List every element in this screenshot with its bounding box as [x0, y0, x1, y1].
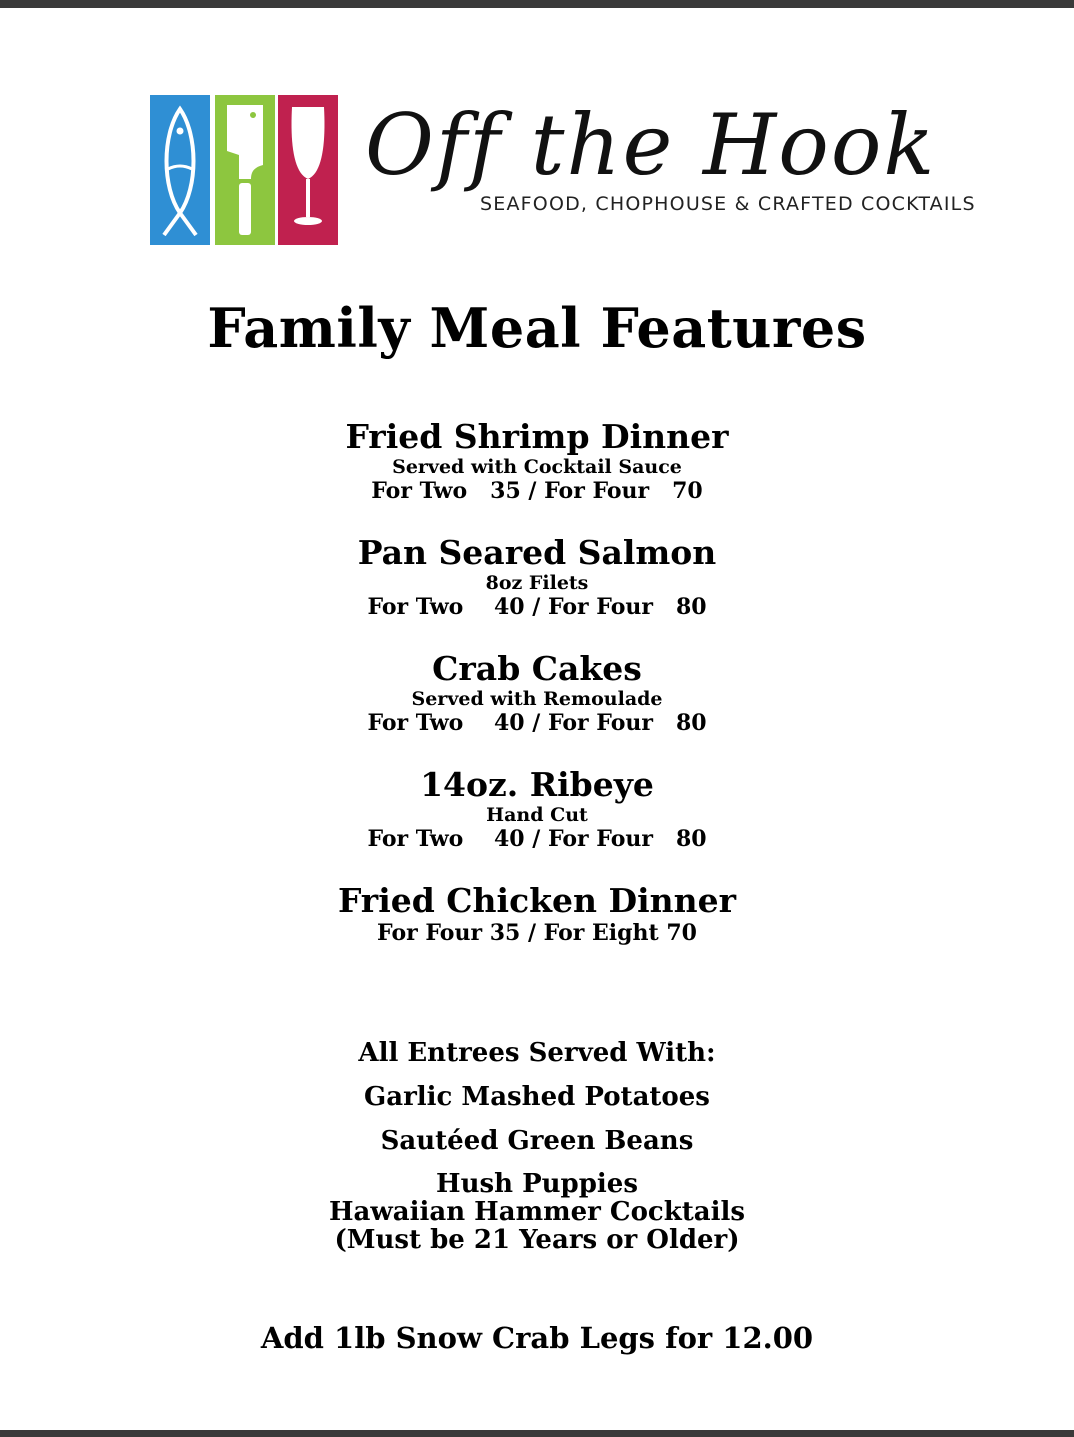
side-item: Sautéed Green Beans	[380, 1126, 694, 1156]
age-notice: (Must be 21 Years or Older)	[334, 1225, 740, 1255]
item-name: 14oz. Ribeye	[420, 765, 654, 804]
item-name: Fried Chicken Dinner	[337, 881, 737, 920]
bottom-border	[0, 1430, 1074, 1437]
item-note: 8oz Filets	[485, 572, 589, 594]
item-price: For Two 40 / For Four 80	[367, 594, 707, 620]
item-price: For Two 40 / For Four 80	[367, 710, 707, 736]
menu-item	[0, 650, 1074, 736]
menu-item	[0, 766, 1074, 852]
item-price: For Four 35 / For Eight 70	[377, 920, 697, 946]
logo-tagline: SEAFOOD, CHOPHOUSE & CRAFTED COCKTAILS	[480, 193, 976, 215]
addon-offer: Add 1lb Snow Crab Legs for 12.00	[260, 1321, 814, 1355]
item-note: Served with Cocktail Sauce	[392, 456, 682, 478]
sides-heading: All Entrees Served With:	[358, 1038, 716, 1068]
item-note: Hand Cut	[486, 804, 588, 826]
menu-items	[0, 418, 1074, 946]
page-title: Family Meal Features	[207, 296, 867, 360]
restaurant-logo	[150, 95, 976, 247]
item-price: For Two 35 / For Four 70	[371, 478, 703, 504]
item-name: Fried Shrimp Dinner	[345, 417, 729, 456]
item-name: Pan Seared Salmon	[357, 533, 717, 572]
logo-wordmark: Off the Hook	[365, 96, 937, 194]
top-border	[0, 0, 1074, 8]
side-item: Hawaiian Hammer Cocktails	[328, 1197, 746, 1227]
fish-icon	[150, 95, 210, 245]
menu-item	[0, 534, 1074, 620]
included-sides	[0, 1038, 1074, 1254]
menu-item	[0, 418, 1074, 504]
item-price: For Two 40 / For Four 80	[367, 826, 707, 852]
item-note: Served with Remoulade	[411, 688, 663, 710]
side-item: Garlic Mashed Potatoes	[364, 1082, 710, 1112]
menu-item	[0, 882, 1074, 946]
side-item: Hush Puppies	[436, 1169, 638, 1199]
item-name: Crab Cakes	[432, 649, 642, 688]
wine-glass-icon	[278, 95, 338, 245]
cleaver-icon	[215, 95, 275, 245]
